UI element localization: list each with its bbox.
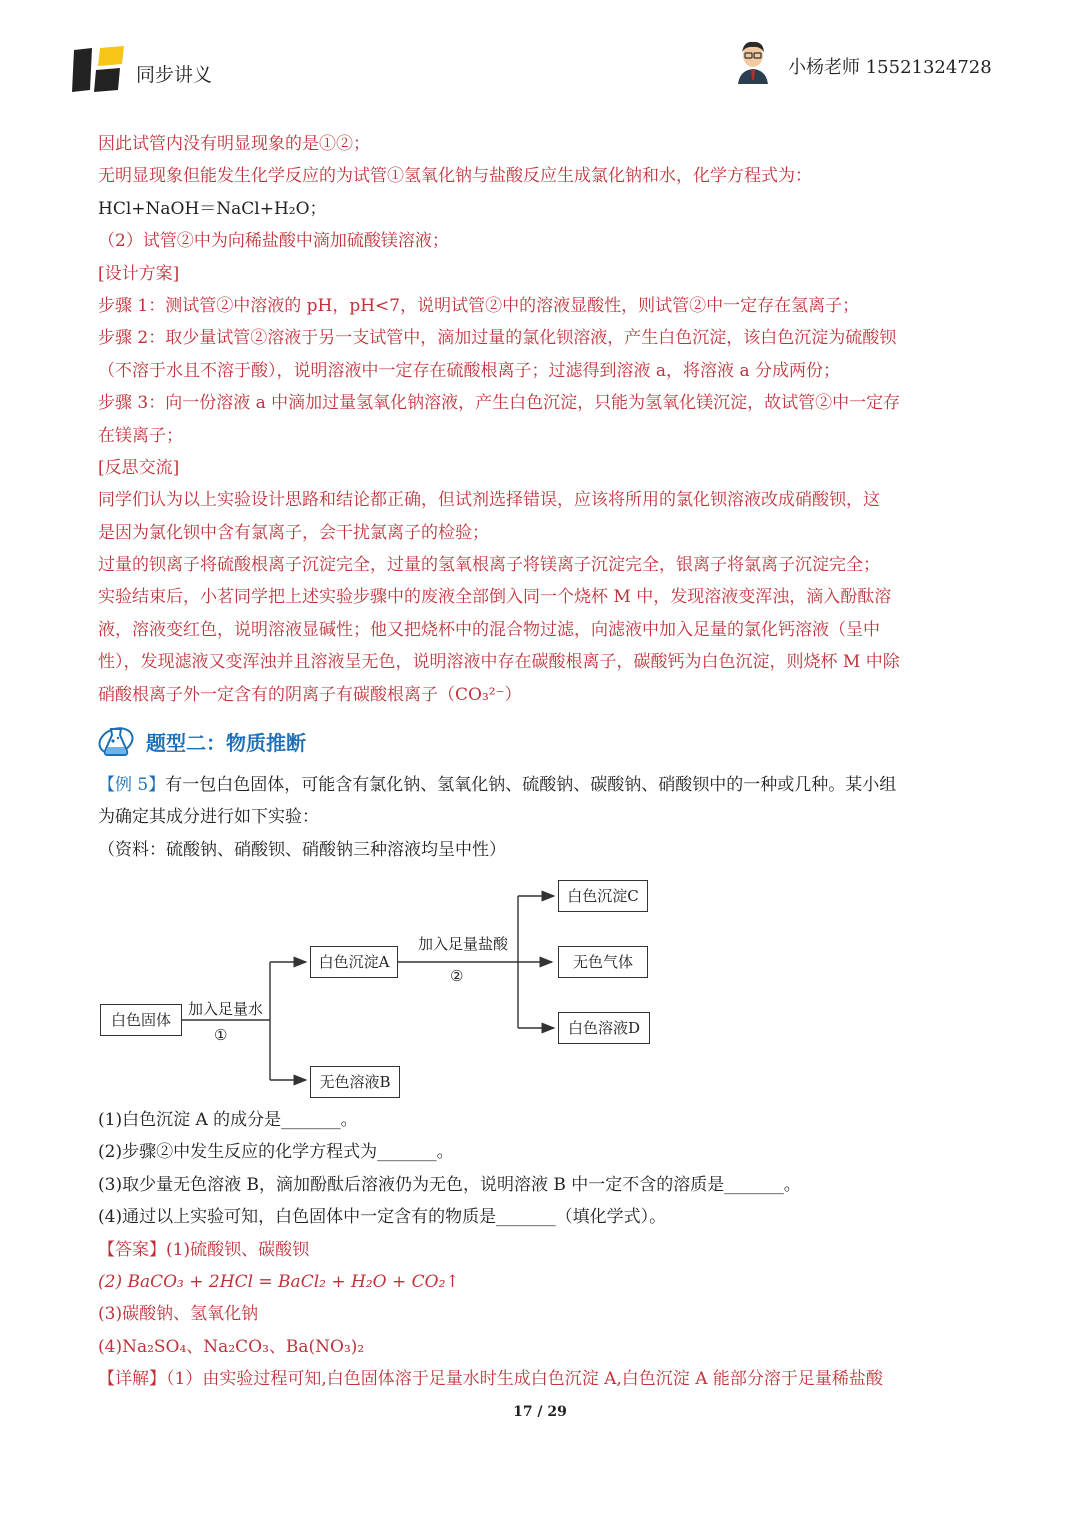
question-item: (1)白色沉淀 A 的成分是_______。 bbox=[98, 1110, 358, 1130]
section-header bbox=[98, 711, 988, 769]
section-label: [反思交流] bbox=[98, 457, 180, 478]
example-text: 有一包白色固体，可能含有氯化钠、氢氧化钠、硫酸钠、碳酸钠、硝酸钡中的一种或几种。某小组 bbox=[165, 775, 897, 796]
page-number: 17 / 29 bbox=[513, 1404, 567, 1420]
text-line: 在镁离子； bbox=[98, 425, 183, 446]
teacher-contact: 小杨老师 15521324728 bbox=[788, 57, 992, 78]
step2-number: ② bbox=[450, 967, 464, 985]
section-title: 题型二：物质推断 bbox=[146, 731, 306, 756]
example-note: （资料：硫酸钠、硝酸钡、硝酸钠三种溶液均呈中性） bbox=[98, 839, 506, 860]
text-line: 过量的钡离子将硫酸根离子沉淀完全，过量的氢氧根离子将镁离子沉淀完全，银离子将氯离子沉淀完全； bbox=[98, 555, 880, 576]
solution-d-box: 白色溶液D bbox=[558, 1012, 650, 1044]
answer-4: (4)Na₂SO₄、Na₂CO₃、Ba(NO₃)₂ bbox=[98, 1336, 365, 1357]
text-line: 步骤 2：取少量试管②溶液于另一支试管中，滴加过量的氯化钡溶液，产生白色沉淀，该白色沉淀为硫酸钡 bbox=[98, 328, 897, 349]
text-line: 无明显现象但能发生化学反应的为试管①氢氧化钠与盐酸反应生成氯化钠和水，化学方程式为： bbox=[98, 166, 812, 187]
text-line: 性），发现滤液又变浑浊并且溶液呈无色，说明溶液中存在碳酸根离子，碳酸钙为白色沉淀，则烧杯 M 中除 bbox=[98, 652, 900, 673]
question-item: (4)通过以上实验可知，白色固体中一定含有的物质是_______（填化学式）。 bbox=[98, 1207, 667, 1228]
step1-number: ① bbox=[214, 1026, 228, 1044]
example-tag: 【例 5】 bbox=[98, 775, 166, 796]
text-line: 因此试管内没有明显现象的是①②； bbox=[98, 134, 370, 154]
precipitate-c-box: 白色沉淀C bbox=[558, 880, 648, 912]
text-line: （不溶于水且不溶于酸），说明溶液中一定存在硫酸根离子；过滤得到溶液 a，将溶液 a 分成两份； bbox=[98, 360, 840, 381]
answer-tag: 【答案】 bbox=[98, 1239, 166, 1260]
start-box: 白色固体 bbox=[100, 1004, 182, 1036]
example-line: 为确定其成分进行如下实验： bbox=[98, 807, 319, 828]
header-title: 同步讲义 bbox=[136, 64, 213, 86]
detail-text: （1）由实验过程可知,白色固体溶于足量水时生成白色沉淀 A,白色沉淀 A 能部分溶于足量稀盐酸 bbox=[166, 1369, 883, 1390]
answer-1: (1)硫酸钡、碳酸钡 bbox=[166, 1239, 310, 1260]
logo-icon bbox=[70, 46, 126, 94]
section-label: [设计方案] bbox=[98, 263, 180, 284]
question-item: (2)步骤②中发生反应的化学方程式为_______。 bbox=[98, 1142, 454, 1163]
answer-3: (3)碳酸钠、氢氧化钠 bbox=[98, 1304, 259, 1325]
answer-2: (2) BaCO₃ + 2HCl = BaCl₂ + H₂O + CO₂↑ bbox=[98, 1271, 460, 1292]
text-line: 实验结束后，小茗同学把上述实验步骤中的废液全部倒入同一个烧杯 M 中，发现溶液变浑浊，滴入酚酞溶 bbox=[98, 587, 892, 608]
text-line: （2）试管②中为向稀盐酸中滴加硫酸镁溶液； bbox=[98, 231, 449, 252]
flow-diagram bbox=[98, 876, 658, 1102]
page-header bbox=[0, 0, 1080, 110]
text-line: 步骤 3：向一份溶液 a 中滴加过量氢氧化钠溶液，产生白色沉淀，只能为氢氧化镁沉淀，故试管②中一定存 bbox=[98, 393, 901, 414]
text-line: 是因为氯化钡中含有氯离子，会干扰氯离子的检验； bbox=[98, 522, 489, 543]
step2-label: 加入足量盐酸 bbox=[418, 935, 509, 953]
page-content bbox=[98, 128, 988, 866]
questions-block bbox=[98, 1104, 988, 1396]
step1-label: 加入足量水 bbox=[188, 1000, 264, 1018]
text-line: 液，溶液变红色，说明溶液显碱性；他又把烧杯中的混合物过滤，向滤液中加入足量的氯化钙溶液（呈中 bbox=[98, 619, 880, 640]
question-item: (3)取少量无色溶液 B，滴加酚酞后溶液仍为无色，说明溶液 B 中一定不含的溶质是_______。 bbox=[98, 1174, 801, 1195]
flask-icon bbox=[96, 721, 136, 761]
equation-line: HCl+NaOH＝NaCl+H₂O； bbox=[98, 198, 327, 219]
detail-line bbox=[98, 1363, 988, 1395]
gas-box: 无色气体 bbox=[558, 946, 648, 978]
solution-b-box: 无色溶液B bbox=[310, 1066, 400, 1098]
example-line bbox=[98, 769, 988, 801]
text-line: 步骤 1：测试管②中溶液的 pH，pH<7，说明试管②中的溶液显酸性，则试管②中一定存在氢离子； bbox=[98, 295, 860, 316]
text-line: 同学们认为以上实验设计思路和结论都正确，但试剂选择错误，应该将所用的氯化钡溶液改成硝酸钡，这 bbox=[98, 490, 880, 511]
text-line: 硝酸根离子外一定含有的阴离子有碳酸根离子（CO₃²⁻） bbox=[98, 684, 522, 705]
precipitate-a-box: 白色沉淀A bbox=[310, 946, 398, 978]
detail-tag: 【详解】 bbox=[98, 1369, 166, 1390]
teacher-avatar-icon bbox=[734, 40, 772, 84]
answer-line bbox=[98, 1234, 988, 1266]
